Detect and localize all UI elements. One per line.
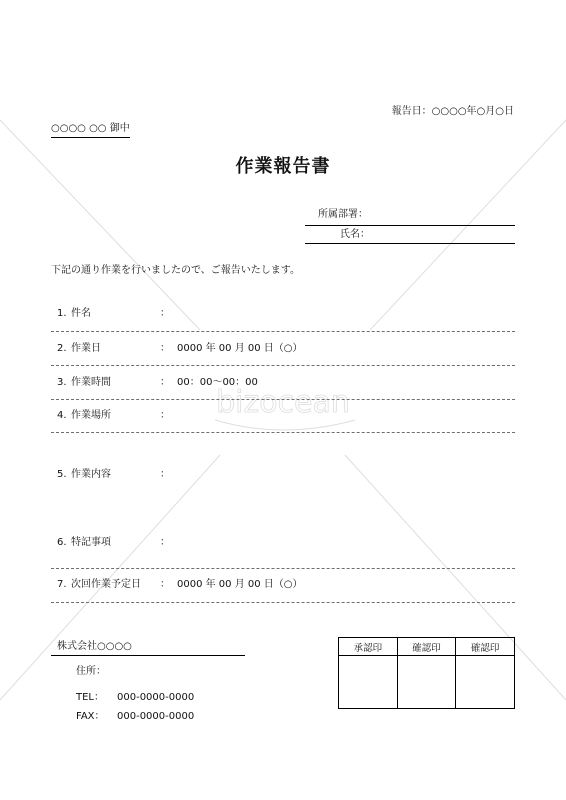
item-divider bbox=[51, 365, 515, 366]
item-number: 7. bbox=[57, 579, 67, 590]
stamp-box[interactable] bbox=[456, 656, 515, 709]
item-label: 作業場所 bbox=[71, 410, 111, 421]
item-colon: ： bbox=[160, 537, 170, 548]
item-colon: ： bbox=[160, 469, 170, 480]
stamp-header-confirm: 確認印 bbox=[456, 638, 515, 656]
item-colon: ： bbox=[160, 343, 170, 354]
stamp-box[interactable] bbox=[397, 656, 456, 709]
stamp-table bbox=[338, 637, 515, 709]
item-number: 5. bbox=[57, 469, 67, 480]
item-divider bbox=[51, 432, 515, 433]
item-divider bbox=[51, 602, 515, 603]
item-value: 0000 年 00 月 00 日（○） bbox=[177, 343, 303, 354]
item-label: 作業時間 bbox=[71, 377, 111, 388]
fax-value: 000-0000-0000 bbox=[117, 711, 195, 722]
item-number: 3. bbox=[57, 377, 67, 388]
item-number: 2. bbox=[57, 343, 67, 354]
stamp-box[interactable] bbox=[339, 656, 398, 709]
item-divider bbox=[51, 331, 515, 332]
name-label: 氏名： bbox=[340, 229, 370, 240]
item-colon: ： bbox=[160, 308, 170, 319]
item-colon: ： bbox=[160, 410, 170, 421]
item-value: 00：00～00：00 bbox=[177, 377, 258, 388]
item-label: 件名 bbox=[71, 308, 91, 319]
item-divider bbox=[51, 399, 515, 400]
item-divider bbox=[51, 568, 515, 569]
report-date: 報告日：○○○○年○月○日 bbox=[391, 106, 514, 117]
department-label: 所属部署： bbox=[318, 209, 368, 220]
item-number: 6. bbox=[57, 537, 67, 548]
intro-text: 下記の通り作業を行いましたので、ご報告いたします。 bbox=[51, 265, 300, 276]
watermark-text: bizocean bbox=[216, 385, 350, 420]
fax-label: FAX： bbox=[76, 711, 105, 722]
name-line bbox=[305, 243, 515, 244]
stamp-header-confirm: 確認印 bbox=[397, 638, 456, 656]
company-underline bbox=[51, 655, 245, 656]
item-number: 4. bbox=[57, 410, 67, 421]
page-title: 作業報告書 bbox=[235, 156, 331, 177]
address-label: 住所： bbox=[76, 666, 106, 677]
item-colon: ： bbox=[160, 377, 170, 388]
item-label: 作業日 bbox=[71, 343, 101, 354]
item-label: 作業内容 bbox=[71, 469, 111, 480]
department-line bbox=[305, 225, 515, 226]
tel-label: TEL： bbox=[76, 692, 104, 703]
item-label: 次回作業予定日 bbox=[71, 579, 141, 590]
item-colon: ： bbox=[160, 579, 170, 590]
item-label: 特記事項 bbox=[71, 537, 111, 548]
item-number: 1. bbox=[57, 308, 67, 319]
recipient: ○○○○ ○○ 御中 bbox=[51, 122, 130, 138]
item-value: 0000 年 00 月 00 日（○） bbox=[177, 579, 303, 590]
tel-value: 000-0000-0000 bbox=[117, 692, 195, 703]
stamp-header-approval: 承認印 bbox=[339, 638, 398, 656]
company-name: 株式会社○○○○ bbox=[57, 641, 132, 652]
